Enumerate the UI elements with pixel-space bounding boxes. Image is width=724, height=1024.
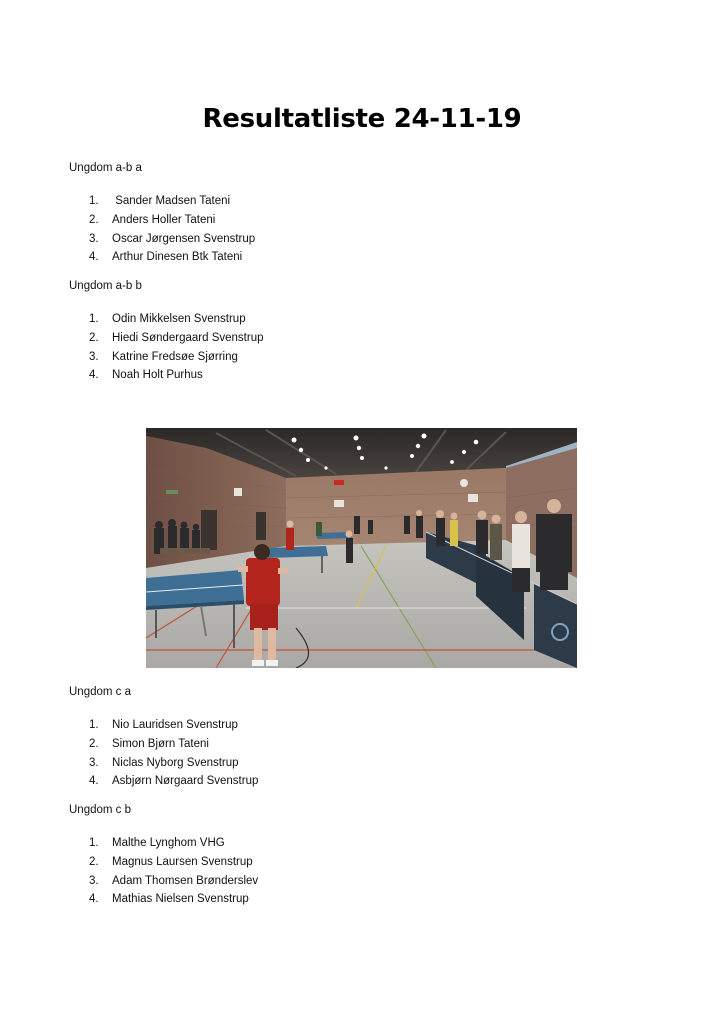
list-item [69,772,629,791]
list-item [69,872,629,891]
result-text: Mathias Nielsen Svenstrup [112,893,249,906]
result-text: Simon Bjørn Tateni [112,737,209,750]
result-text: Katrine Fredsøe Sjørring [112,350,238,363]
rank-number: 2. [89,737,99,750]
rank-number: 4. [89,251,99,264]
result-text: Adam Thomsen Brønderslev [112,874,259,887]
page-title: Resultatliste 24-11-19 [202,104,522,134]
result-text: Oscar Jørgensen Svenstrup [112,232,256,245]
rank-number: 3. [89,232,99,245]
rank-number: 4. [89,893,99,906]
section-heading: Ungdom a-b a [69,162,142,174]
list-item [69,890,629,909]
list-item [69,716,629,735]
list-item [69,230,629,249]
result-text: Sander Madsen Tateni [112,195,231,207]
rank-number: 1. [89,313,99,325]
result-text: Magnus Laursen Svenstrup [112,855,253,868]
list-item [69,211,629,230]
list-item [69,754,629,773]
result-text: Odin Mikkelsen Svenstrup [112,313,246,325]
list-item [69,366,629,385]
list-item [69,248,629,267]
result-list [69,716,629,791]
rank-number: 2. [89,855,99,868]
section-heading: Ungdom c b [69,804,132,816]
result-text: Malthe Lynghom VHG [112,837,225,849]
rank-number: 3. [89,874,99,887]
result-list [69,834,629,909]
rank-number: 1. [89,837,99,849]
rank-number: 1. [89,719,99,731]
list-item [69,348,629,367]
result-text: Niclas Nyborg Svenstrup [112,756,239,769]
rank-number: 4. [89,775,99,788]
list-item [69,192,629,211]
section-ungdom-ab-b [69,278,629,385]
section-ungdom-c-b [69,802,629,909]
rank-number: 1. [89,195,99,207]
list-item [69,735,629,754]
rank-number: 2. [89,213,99,226]
list-item [69,853,629,872]
result-text: Hiedi Søndergaard Svenstrup [112,331,264,344]
rank-number: 3. [89,350,99,363]
rank-number: 3. [89,756,99,769]
section-ungdom-ab-a [69,160,629,267]
result-text: Noah Holt Purhus [112,369,203,382]
section-heading: Ungdom c a [69,686,132,698]
result-list [69,310,629,385]
result-list [69,192,629,267]
rank-number: 4. [89,369,99,382]
result-text: Anders Holler Tateni [112,213,216,226]
result-text: Arthur Dinesen Btk Tateni [112,251,243,264]
rank-number: 2. [89,331,99,344]
sports-hall-photo [146,428,577,668]
list-item [69,329,629,348]
list-item [69,310,629,329]
result-text: Nio Lauridsen Svenstrup [112,719,238,731]
section-ungdom-c-a [69,684,629,791]
section-heading: Ungdom a-b b [69,280,142,292]
result-text: Asbjørn Nørgaard Svenstrup [112,775,259,788]
list-item [69,834,629,853]
